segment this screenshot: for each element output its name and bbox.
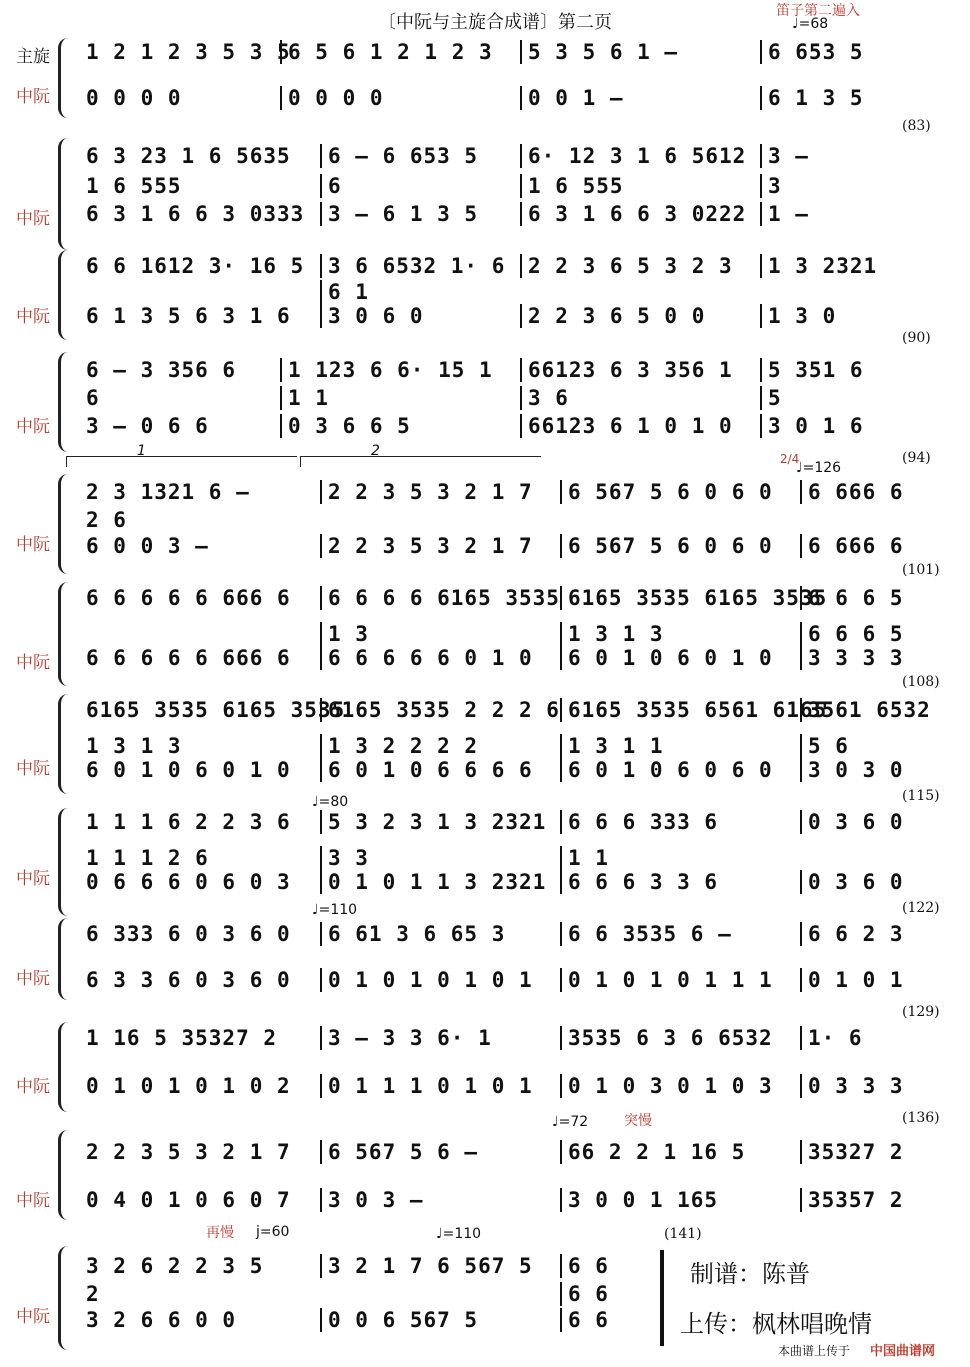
measure: 3535 6 3 6 6532 <box>560 1026 800 1050</box>
measure: 1 1 1 6 2 2 3 6 <box>86 810 291 834</box>
uploader-credit: 上传：枫林唱晚情 <box>680 1310 872 1338</box>
volta-bracket-1 <box>66 443 297 467</box>
measure-number: (94) <box>902 450 931 466</box>
measure: 3 <box>760 174 878 198</box>
zhongruan-row <box>80 1074 904 1104</box>
measure: 1 1 <box>560 846 800 870</box>
row-label-zhongruan: 中阮 <box>16 759 50 779</box>
measure: 5 351 6 <box>760 358 878 382</box>
measure-number: (141) <box>664 1226 702 1242</box>
measure: 6· 12 3 1 6 5612 <box>520 144 760 168</box>
row-label-melody: 主旋 <box>16 47 50 67</box>
measure: 6 6 6 6 6165 3535 <box>320 586 560 610</box>
measure: 3 0 1 6 <box>760 414 878 438</box>
measure: 6 6 6 3 3 6 <box>560 870 800 894</box>
measure: 6 6 1612 3· 16 5 <box>86 254 305 278</box>
measure: 6 567 5 6 0 6 0 <box>560 534 800 558</box>
measure-number: (136) <box>902 1110 940 1126</box>
measure: 6 6 6 6 6 666 6 <box>86 646 291 670</box>
measure: 6165 3535 6165 3535 <box>560 586 800 610</box>
measure-number: (122) <box>902 900 940 916</box>
zhongruan-row <box>80 1308 660 1338</box>
measure: 6 1 <box>320 280 520 304</box>
system-brace <box>58 38 73 118</box>
row-label-zhongruan: 中阮 <box>16 535 50 555</box>
zhongruan-row <box>80 202 900 232</box>
measure: 0 1 1 1 0 1 0 1 <box>320 1074 560 1098</box>
measure-number: (101) <box>902 562 940 578</box>
system-brace <box>58 808 73 916</box>
measure: 1· 6 <box>800 1026 918 1050</box>
measure: 0 1 0 1 0 1 0 1 <box>320 968 560 992</box>
measure: 0 0 1 – <box>520 86 760 110</box>
measure: 2 2 3 5 3 2 1 7 <box>320 534 560 558</box>
zhongruan-row <box>80 414 900 444</box>
row-label-zhongruan: 中阮 <box>16 209 50 229</box>
melody-row <box>80 358 900 388</box>
measure: 3 – 6 1 3 5 <box>320 202 520 226</box>
measure: 66 2 2 1 16 5 <box>560 1140 800 1164</box>
measure: 5 <box>760 386 878 410</box>
zhongruan-row <box>80 534 904 564</box>
measure-number: (83) <box>902 118 931 134</box>
measure: 0 0 0 0 <box>280 86 520 110</box>
zhongruan-row <box>80 1188 904 1218</box>
row-label-zhongruan: 中阮 <box>16 307 50 327</box>
melody-row <box>80 810 904 840</box>
measure: 2 2 3 5 3 2 1 7 <box>320 480 560 504</box>
measure: 6 – 3 356 6 <box>86 358 237 382</box>
measure: 6 <box>86 386 100 410</box>
chord-row <box>80 386 900 416</box>
melody-row <box>80 922 904 952</box>
measure: 1 123 6 6· 15 1 <box>280 358 520 382</box>
measure: 0 3 6 0 <box>800 810 918 834</box>
measure: 6165 3535 2 2 2 6 <box>320 698 560 722</box>
measure: 66123 6 3 356 1 <box>520 358 760 382</box>
measure: 0 1 0 1 1 3 2321 <box>320 870 560 894</box>
tempo-mark: ♩=72 <box>552 1114 589 1130</box>
measure: 1 – <box>760 202 878 226</box>
measure: 1 3 2321 <box>760 254 878 278</box>
measure: 3 3 <box>320 846 560 870</box>
measure: 3 0 6 0 <box>320 304 520 328</box>
melody-row <box>80 480 904 510</box>
tempo-slow-mark: j=60 <box>256 1224 290 1240</box>
system-brace <box>58 918 73 1000</box>
zhongruan-row <box>80 870 904 900</box>
row-label-zhongruan: 中阮 <box>16 869 50 889</box>
measure: 1 1 <box>280 386 520 410</box>
melody-row <box>80 698 931 728</box>
measure: 1 3 1 3 <box>560 622 800 646</box>
measure-number: (129) <box>902 1004 940 1020</box>
chord-row <box>80 174 900 204</box>
system-brace <box>58 694 73 794</box>
measure: 5 3 5 6 1 – <box>520 40 760 64</box>
measure: 2 2 3 6 5 3 2 3 <box>520 254 760 278</box>
melody-row <box>80 1026 900 1056</box>
measure: 0 0 0 0 <box>86 86 182 110</box>
system-brace <box>58 250 73 340</box>
expression-mark: 突慢 <box>624 1113 652 1129</box>
measure: 6 0 0 3 – <box>86 534 209 558</box>
measure: 2 <box>86 1282 100 1306</box>
measure: 35357 2 <box>800 1188 918 1212</box>
measure: 3 0 0 1 165 <box>560 1188 800 1212</box>
measure: 6 3 23 1 6 5635 <box>86 144 291 168</box>
measure: 1 16 5 35327 2 <box>86 1026 278 1050</box>
measure: 0 3 6 6 5 <box>280 414 520 438</box>
system-brace <box>58 1246 73 1350</box>
measure: 6 333 6 0 3 6 0 <box>86 922 291 946</box>
measure: 6165 3535 6561 6165 <box>560 698 800 722</box>
row-label-zhongruan: 中阮 <box>16 87 50 107</box>
melody-row <box>80 144 900 174</box>
measure: 3 6 <box>520 386 760 410</box>
measure: 2 2 3 6 5 0 0 <box>520 304 760 328</box>
measure: 1 3 2 2 2 2 <box>320 734 560 758</box>
measure: 6 567 5 6 – <box>320 1140 560 1164</box>
zhongruan-row <box>80 646 904 676</box>
measure: 6 3 1 6 6 3 0222 <box>520 202 760 226</box>
measure-number: (115) <box>902 788 940 804</box>
measure: 6 666 6 <box>800 480 918 504</box>
measure: 6 3 3 6 0 3 6 0 <box>86 968 291 992</box>
measure: 6 0 1 0 6 0 6 0 <box>560 758 800 782</box>
measure: 0 1 0 1 0 1 0 2 <box>86 1074 291 1098</box>
measure: 2 3 1321 6 – <box>86 480 250 504</box>
measure: 0 4 0 1 0 6 0 7 <box>86 1188 291 1212</box>
measure: 3 2 6 6 0 0 <box>86 1308 237 1332</box>
zhongruan-row <box>80 86 900 116</box>
measure-number: (108) <box>902 674 940 690</box>
measure: 0 0 6 567 5 <box>320 1308 560 1332</box>
system-brace <box>58 474 73 574</box>
measure: 6 6 6 6 6 666 6 <box>86 586 291 610</box>
measure: 6 6 6 5 <box>800 586 918 610</box>
measure: 3 0 3 0 <box>800 758 918 782</box>
measure: 6 567 5 6 0 6 0 <box>560 480 800 504</box>
system-brace <box>58 1022 73 1112</box>
measure: 3 2 1 7 6 567 5 <box>320 1254 560 1278</box>
measure: 6 6 <box>560 1308 678 1332</box>
measure: 6 653 5 <box>760 40 878 64</box>
measure: 5 3 2 3 1 3 2321 <box>320 810 560 834</box>
measure: 0 6 6 6 0 6 0 3 <box>86 870 291 894</box>
measure: 1 3 0 <box>760 304 878 328</box>
measure: 6 0 1 0 6 6 6 6 <box>320 758 560 782</box>
measure: 6165 3535 6165 3535 <box>86 698 346 722</box>
arranger-credit: 制谱：陈普 <box>690 1260 810 1288</box>
measure: 3 – <box>760 144 878 168</box>
row-label-zhongruan: 中阮 <box>16 1077 50 1097</box>
melody-row <box>80 40 900 70</box>
measure: 0 3 3 3 <box>800 1074 918 1098</box>
measure: 6 5 6 1 2 1 2 3 <box>280 40 520 64</box>
measure: 6 1 3 5 6 3 1 6 <box>86 304 291 328</box>
zhongruan-row <box>80 304 900 334</box>
site-logo: 中国曲谱网 <box>870 1344 936 1359</box>
row-label-zhongruan: 中阮 <box>16 1191 50 1211</box>
measure: 1 3 <box>320 622 560 646</box>
final-barline <box>660 1250 668 1346</box>
measure: 6 0 1 0 6 0 1 0 <box>86 758 291 782</box>
row-label-zhongruan: 中阮 <box>16 417 50 437</box>
measure: 6 6 <box>560 1254 678 1278</box>
tempo-mark: ♩=126 <box>796 460 842 476</box>
measure: 6 6 3535 6 – <box>560 922 800 946</box>
measure: 3 3 3 3 <box>800 646 918 670</box>
measure: 5 6 <box>800 734 918 758</box>
measure: 6 3 1 6 6 3 0333 <box>86 202 305 226</box>
row-label-zhongruan: 中阮 <box>16 969 50 989</box>
measure-number: (90) <box>902 330 931 346</box>
measure: 6 0 1 0 6 0 1 0 <box>560 646 800 670</box>
melody-row <box>80 586 904 616</box>
measure: 1 3 1 3 <box>86 734 182 758</box>
system-brace <box>58 138 73 250</box>
measure: 0 1 0 1 <box>800 968 918 992</box>
zhongruan-row <box>80 758 904 788</box>
volta-number: 1 <box>137 443 146 459</box>
system-brace <box>58 352 73 452</box>
page-header <box>0 0 970 40</box>
system-brace <box>58 1130 73 1220</box>
measure: 6 61 3 6 65 3 <box>320 922 560 946</box>
measure: 0 1 0 3 0 1 0 3 <box>560 1074 800 1098</box>
measure: 35327 2 <box>800 1140 918 1164</box>
measure: 6 6 6 6 6 0 1 0 <box>320 646 560 670</box>
measure: 6 6 6 333 6 <box>560 810 800 834</box>
measure: 0 1 0 1 0 1 1 1 <box>560 968 800 992</box>
measure: 6 666 6 <box>800 534 918 558</box>
system-brace <box>58 582 73 686</box>
measure: 3 6 6532 1· 6 <box>320 254 520 278</box>
measure: 2 6 <box>86 508 127 532</box>
measure: 6 <box>320 174 520 198</box>
measure: 3561 6532 <box>800 698 918 722</box>
volta-number: 2 <box>371 443 380 459</box>
measure: 2 2 3 5 3 2 1 7 <box>86 1140 291 1164</box>
measure: 6 1 3 5 <box>760 86 878 110</box>
measure: 1 3 1 1 <box>560 734 800 758</box>
measure: 1 6 555 <box>520 174 760 198</box>
measure: 3 – 0 6 6 <box>86 414 209 438</box>
measure: 3 – 3 3 6· 1 <box>320 1026 560 1050</box>
measure: 6 6 2 3 <box>800 922 918 946</box>
expression-mark: 再慢 <box>206 1225 234 1241</box>
row-label-zhongruan: 中阮 <box>16 653 50 673</box>
melody-row <box>80 1254 660 1284</box>
measure: 66123 6 1 0 1 0 <box>520 414 760 438</box>
tempo-mark: ♩=68 <box>792 16 829 32</box>
zhongruan-row <box>80 968 904 998</box>
measure: 0 3 6 0 <box>800 870 918 894</box>
measure: 6 6 6 5 <box>800 622 918 646</box>
measure: 1 1 1 2 6 <box>86 846 209 870</box>
flute-entry-note: 笛子第二遍入 <box>776 3 860 19</box>
melody-row <box>80 1140 904 1170</box>
measure: 3 2 6 2 2 3 5 <box>86 1254 264 1278</box>
measure: 6 6 <box>560 1282 678 1306</box>
volta-bracket-2 <box>300 443 541 467</box>
measure: 1 2 1 2 3 5 3 5 <box>86 40 291 64</box>
time-signature: 2/4 <box>780 452 800 466</box>
tempo-mark: ♩=110 <box>436 1226 482 1242</box>
tempo-mark: ♩=110 <box>312 902 358 918</box>
tempo-mark: ♩=80 <box>312 794 349 810</box>
page-title: 〔中阮与主旋合成谱〕第二页 <box>378 12 612 33</box>
row-label-zhongruan: 中阮 <box>16 1307 50 1327</box>
measure: 3 0 3 – <box>320 1188 560 1212</box>
measure: 6 – 6 653 5 <box>320 144 520 168</box>
footer-note: 本曲谱上传于 <box>778 1344 851 1358</box>
measure: 1 6 555 <box>86 174 182 198</box>
